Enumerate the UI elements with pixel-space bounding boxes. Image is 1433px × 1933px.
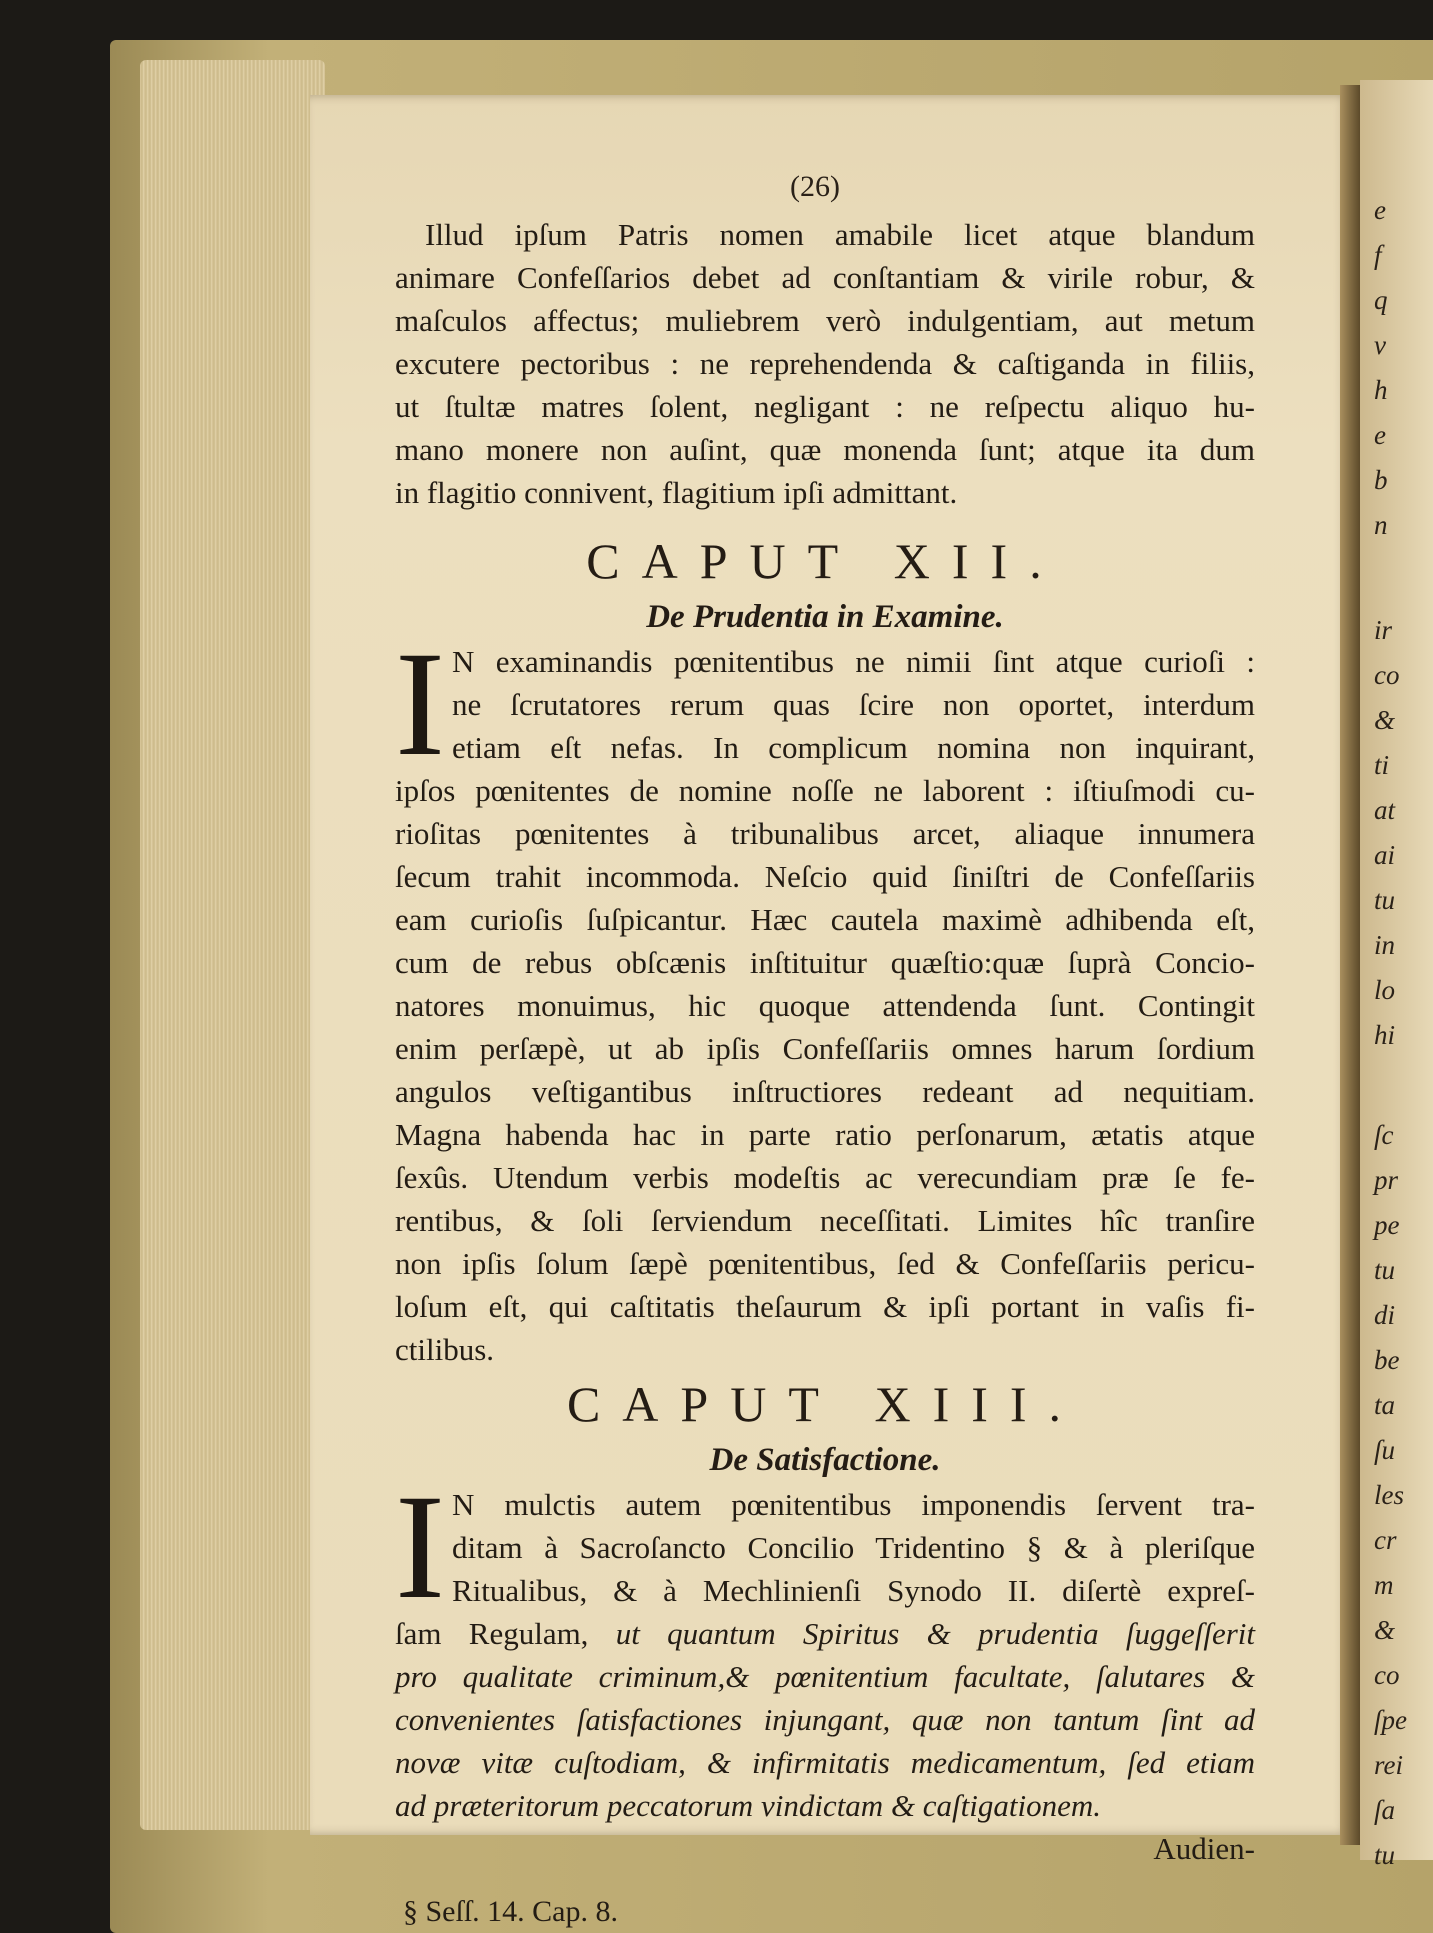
page-number: (26) [790,170,840,203]
text-line: N mulctis autem pœnitentibus imponendis ſervent tra- [452,1487,1255,1522]
text-line: novæ vitæ cuſtodiam, & infirmitatis medicamentum, ſed etiam [395,1745,1255,1780]
facing-page-fragment: m [1374,1570,1394,1600]
drop-cap: I [395,621,445,787]
facing-page-fragment: co [1374,1660,1400,1690]
facing-page-fragment: q [1374,285,1388,315]
text-line: natores monuimus, hic quoque attendenda ſunt. Contingit [395,988,1255,1023]
text-italic: ut quantum Spiritus & prudentia ſuggeſſerit [615,1616,1256,1651]
facing-page-fragment: ſa [1374,1795,1396,1825]
chapter-13-subtitle: De Satisfactione. [709,1442,941,1478]
facing-page-fragment: lo [1374,975,1396,1005]
facing-page-fragment: ſpe [1374,1705,1407,1735]
facing-page-fragment: be [1374,1345,1400,1375]
facing-page-fragment: tu [1374,1840,1396,1870]
text-line: animare Confeſſarios debet ad conſtantiam & virile robur, & [395,260,1255,295]
text-line: excutere pectoribus : ne reprehendenda & caſtiganda in filiis, [395,346,1255,381]
facing-page-fragment: & [1374,705,1396,735]
page-edges [140,60,325,1830]
facing-page-fragment: di [1374,1300,1396,1330]
facing-page-fragment: b [1374,465,1388,495]
text-line: ſexûs. Utendum verbis modeſtis ac verecundiam præ ſe fe- [395,1160,1255,1195]
facing-page-fragment: pe [1374,1210,1400,1240]
facing-page-fragment: ir [1374,615,1393,645]
facing-page-fragment: ai [1374,840,1396,870]
text-line: pro qualitate criminum,& pœnitentium facultate, ſalutares & [395,1659,1255,1694]
intro-paragraph [395,213,1255,514]
facing-page-fragment: cr [1374,1525,1397,1555]
text-roman: ſam Regulam, [395,1616,616,1651]
chapter-12-subtitle: De Prudentia in Examine. [646,599,1004,635]
text-line: eam curioſis ſuſpicantur. Hæc cautela maximè adhibenda eſt, [395,902,1255,937]
chapter-13-title: CAPUT XIII. [566,1376,1084,1432]
text-line: N examinandis pœnitentibus ne nimii ſint atque curioſi : [452,644,1255,679]
page-text [395,170,1255,1933]
facing-page-fragment: co [1374,660,1400,690]
facing-page-fragment: tu [1374,885,1396,915]
chapter-13-paragraph [395,1464,1256,1870]
text-line: ditam à Sacroſancto Concilio Tridentino § & à pleriſque [452,1530,1255,1565]
text-line: convenientes ſatisfactiones injungant, quæ non tantum ſint ad [395,1702,1255,1737]
text-line: cum de rebus obſcænis inſtituitur quæſtio:quæ ſuprà Concio- [395,945,1255,980]
footnote: § Seſſ. 14. Cap. 8. [403,1895,618,1928]
facing-page-fragment: in [1374,930,1396,960]
text-line: maſculos affectus; muliebrem verò indulgentiam, aut metum [395,303,1255,338]
text-line: mano monere non auſint, quæ monenda ſunt; atque ita dum [395,432,1255,467]
facing-page-fragment: hi [1374,1020,1396,1050]
text-line: ſecum trahit incommoda. Neſcio quid ſiniſtri de Confeſſariis [395,859,1255,894]
facing-page-fragment: ti [1374,750,1390,780]
facing-page-fragment: tu [1374,1255,1396,1285]
text-line: enim perſæpè, ut ab ipſis Confeſſariis omnes harum ſordium [395,1031,1255,1066]
book-gutter [1340,85,1360,1845]
facing-page-fragment: pr [1374,1165,1399,1195]
text-line: in flagitio connivent, flagitium ipſi admittant. [395,475,958,510]
facing-page-fragment: les [1374,1480,1404,1510]
facing-page [1360,80,1433,1870]
text-line: rentibus, & ſoli ſerviendum neceſſitati. Limites hîc tranſire [395,1203,1255,1238]
catchword: Audien- [1153,1831,1255,1866]
text-line: ipſos pœnitentes de nomine noſſe ne laborent : iſtiuſmodi cu- [395,773,1255,808]
facing-page-fragment: e [1374,195,1386,225]
facing-page-fragment: at [1374,795,1396,825]
text-line: ne ſcrutatores rerum quas ſcire non oportet, interdum [452,687,1255,722]
text-line: ad præteritorum peccatorum vindictam & caſtigationem. [395,1788,1102,1823]
facing-page-fragment: e [1374,420,1386,450]
facing-page-fragment: ſu [1374,1435,1396,1465]
text-line: rioſitas pœnitentes à tribunalibus arcet, aliaque innumera [395,816,1255,851]
facing-page-fragment: ta [1374,1390,1396,1420]
text-line: ctilibus. [395,1332,495,1367]
text-line [395,1612,1255,1655]
text-line: etiam eſt nefas. In complicum nomina non inquirant, [452,730,1255,765]
chapter-12-paragraph [395,621,1255,1371]
text-line: non ipſis ſolum ſæpè pœnitentibus, ſed & Confeſſariis pericu- [395,1246,1255,1281]
text-line: Ritualibus, & à Mechlinienſi Synodo II. diſertè expreſ- [452,1573,1255,1608]
facing-page-fragment: v [1374,330,1386,360]
facing-page-fragment: h [1374,375,1388,405]
facing-page-fragment: n [1374,510,1388,540]
text-line: angulos veſtigantibus inſtructiores redeant ad nequitiam. [395,1074,1255,1109]
chapter-12-title: CAPUT XII. [586,533,1064,589]
text-line: Illud ipſum Patris nomen amabile licet atque blandum [425,217,1255,252]
facing-page-fragment: rei [1374,1750,1403,1780]
text-line: ut ſtultæ matres ſolent, negligant : ne reſpectu aliquo hu- [395,389,1255,424]
facing-page-fragment: ſc [1374,1120,1394,1150]
text-line: loſum eſt, qui caſtitatis theſaurum & ipſi portant in vaſis fi- [395,1289,1255,1324]
drop-cap: I [395,1464,445,1630]
facing-page-fragment: f [1374,240,1382,270]
facing-page-fragment: & [1374,1615,1396,1645]
text-line: Magna habenda hac in parte ratio perſonarum, ætatis atque [395,1117,1255,1152]
